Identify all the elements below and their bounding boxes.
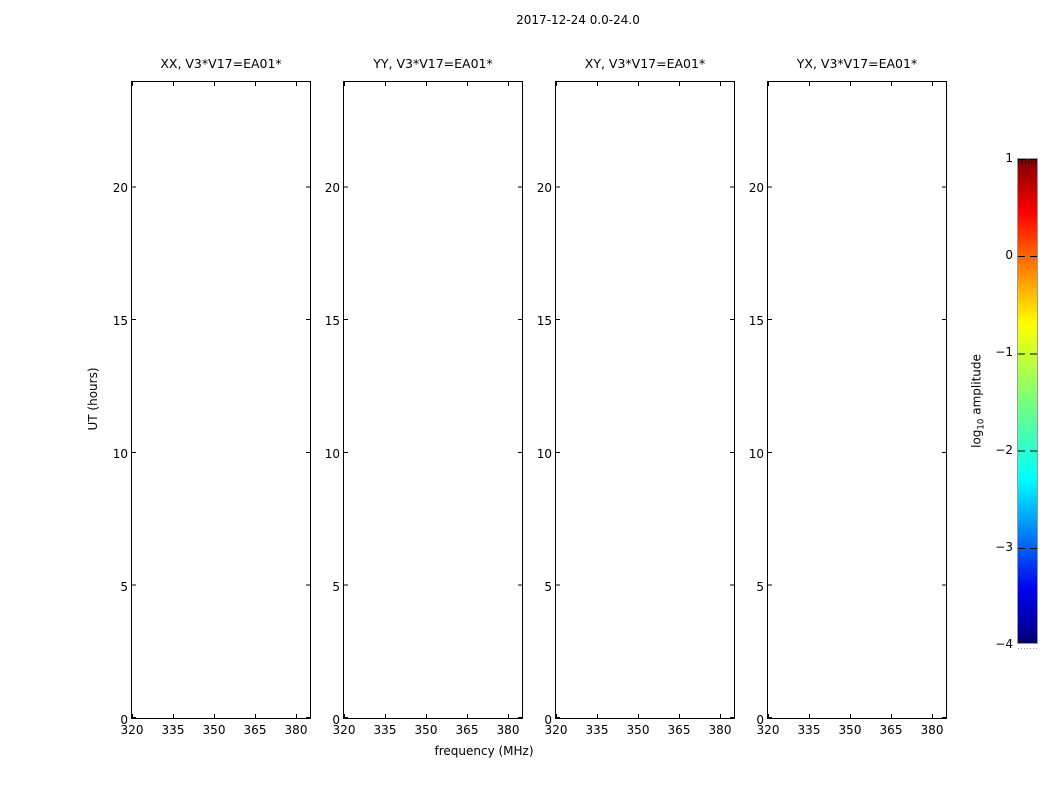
y-tick-label: 0: [332, 713, 340, 727]
y-axis-ticks-right: [306, 82, 310, 718]
x-axis-ticks-bottom: [556, 714, 734, 718]
y-tick-label: 20: [324, 181, 340, 195]
y-tick-label: 5: [544, 580, 552, 594]
colorbar-axis-label: [969, 354, 986, 448]
subplot-xy-plot-area: [536, 81, 735, 737]
x-tick-label: 380: [496, 723, 520, 737]
y-axis-ticks-right: [730, 82, 734, 718]
x-axis-ticks-top: [132, 82, 310, 86]
x-axis-ticks-bottom: [768, 714, 946, 718]
colorbar-ticks-right: [1030, 159, 1037, 643]
x-tick-label: 365: [667, 723, 691, 737]
y-axis-ticks-right: [518, 82, 522, 718]
y-tick-label: 15: [112, 314, 128, 328]
y-tick-label: 0: [120, 713, 128, 727]
colorbar-label-subscript: 10: [976, 418, 987, 430]
x-tick-label: 335: [797, 723, 821, 737]
x-axis-ticks-bottom: [132, 714, 310, 718]
y-tick-label: 0: [756, 713, 764, 727]
y-tick-label: 20: [536, 181, 552, 195]
x-tick-label: 365: [455, 723, 479, 737]
y-tick-label: 20: [112, 181, 128, 195]
colorbar-tick-label: −1: [995, 345, 1013, 359]
colorbar-tick-label: 1: [1005, 151, 1013, 165]
x-tick-label: 335: [161, 723, 185, 737]
x-tick-label: 320: [756, 723, 780, 737]
y-axis-ticks-left: [768, 82, 772, 718]
subplot-yy-plot-area: [324, 81, 523, 737]
y-axis-ticks-right: [942, 82, 946, 718]
y-tick-label: 10: [324, 447, 340, 461]
colorbar-label-amplitude: amplitude: [969, 354, 984, 415]
y-tick-label: 15: [324, 314, 340, 328]
colorbar-minor-ticks-top: [1018, 159, 1037, 164]
colorbar-gradient: [1017, 158, 1038, 644]
y-tick-label: 5: [332, 580, 340, 594]
subplot-yx: [748, 56, 947, 766]
x-axis-ticks-top: [344, 82, 522, 86]
subplot-xx-title: XX, V3*V17=EA01*: [160, 56, 282, 71]
colorbar-ticks-left: [1018, 159, 1025, 643]
x-tick-label: 350: [202, 723, 226, 737]
y-tick-label: 10: [112, 447, 128, 461]
colorbar-minor-ticks-bottom: [1018, 638, 1037, 643]
x-axis-label: frequency (MHz): [434, 744, 534, 758]
x-tick-label: 380: [920, 723, 944, 737]
colorbar-tick-label: 0: [1005, 248, 1013, 262]
subplot-yx-plot-area: [748, 81, 947, 737]
y-tick-label: 5: [120, 580, 128, 594]
colorbar-dotted-edge: [1018, 648, 1037, 649]
y-axis-ticks-left: [132, 82, 136, 718]
y-axis-ticks-left: [556, 82, 560, 718]
y-tick-label: 20: [748, 181, 764, 195]
y-tick-label: 5: [756, 580, 764, 594]
y-tick-label: 0: [544, 713, 552, 727]
x-axis-ticks-top: [768, 82, 946, 86]
x-tick-label: 320: [332, 723, 356, 737]
x-tick-label: 335: [585, 723, 609, 737]
x-axis-ticks-top: [556, 82, 734, 86]
x-tick-label: 320: [120, 723, 144, 737]
colorbar: [995, 151, 1038, 651]
x-tick-label: 380: [708, 723, 732, 737]
x-tick-label: 350: [838, 723, 862, 737]
subplot-xy: [536, 56, 735, 766]
x-tick-label: 350: [414, 723, 438, 737]
subplot-yy-title: YY, V3*V17=EA01*: [373, 56, 493, 71]
y-tick-label: 10: [748, 447, 764, 461]
subplot-xx: [112, 56, 311, 766]
colorbar-tick-label: −3: [995, 540, 1013, 554]
subplot-xx-plot-area: [112, 81, 311, 737]
colorbar-tick-label: −4: [995, 637, 1013, 651]
y-tick-label: 15: [536, 314, 552, 328]
x-axis-ticks-bottom: [344, 714, 522, 718]
x-tick-label: 350: [626, 723, 650, 737]
x-tick-label: 320: [544, 723, 568, 737]
y-axis-ticks-left: [344, 82, 348, 718]
x-tick-label: 365: [243, 723, 267, 737]
colorbar-label-log: log: [969, 429, 984, 448]
x-tick-label: 380: [284, 723, 308, 737]
y-tick-label: 15: [748, 314, 764, 328]
figure-title: 2017-12-24 0.0-24.0: [516, 13, 640, 27]
y-tick-label: 10: [536, 447, 552, 461]
subplot-xy-title: XY, V3*V17=EA01*: [584, 56, 706, 71]
x-tick-label: 335: [373, 723, 397, 737]
subplot-yx-title: YX, V3*V17=EA01*: [796, 56, 918, 71]
subplot-yy: [324, 56, 523, 766]
y-axis-label: UT (hours): [86, 367, 100, 431]
colorbar-tick-label: −2: [995, 443, 1013, 457]
x-tick-label: 365: [879, 723, 903, 737]
